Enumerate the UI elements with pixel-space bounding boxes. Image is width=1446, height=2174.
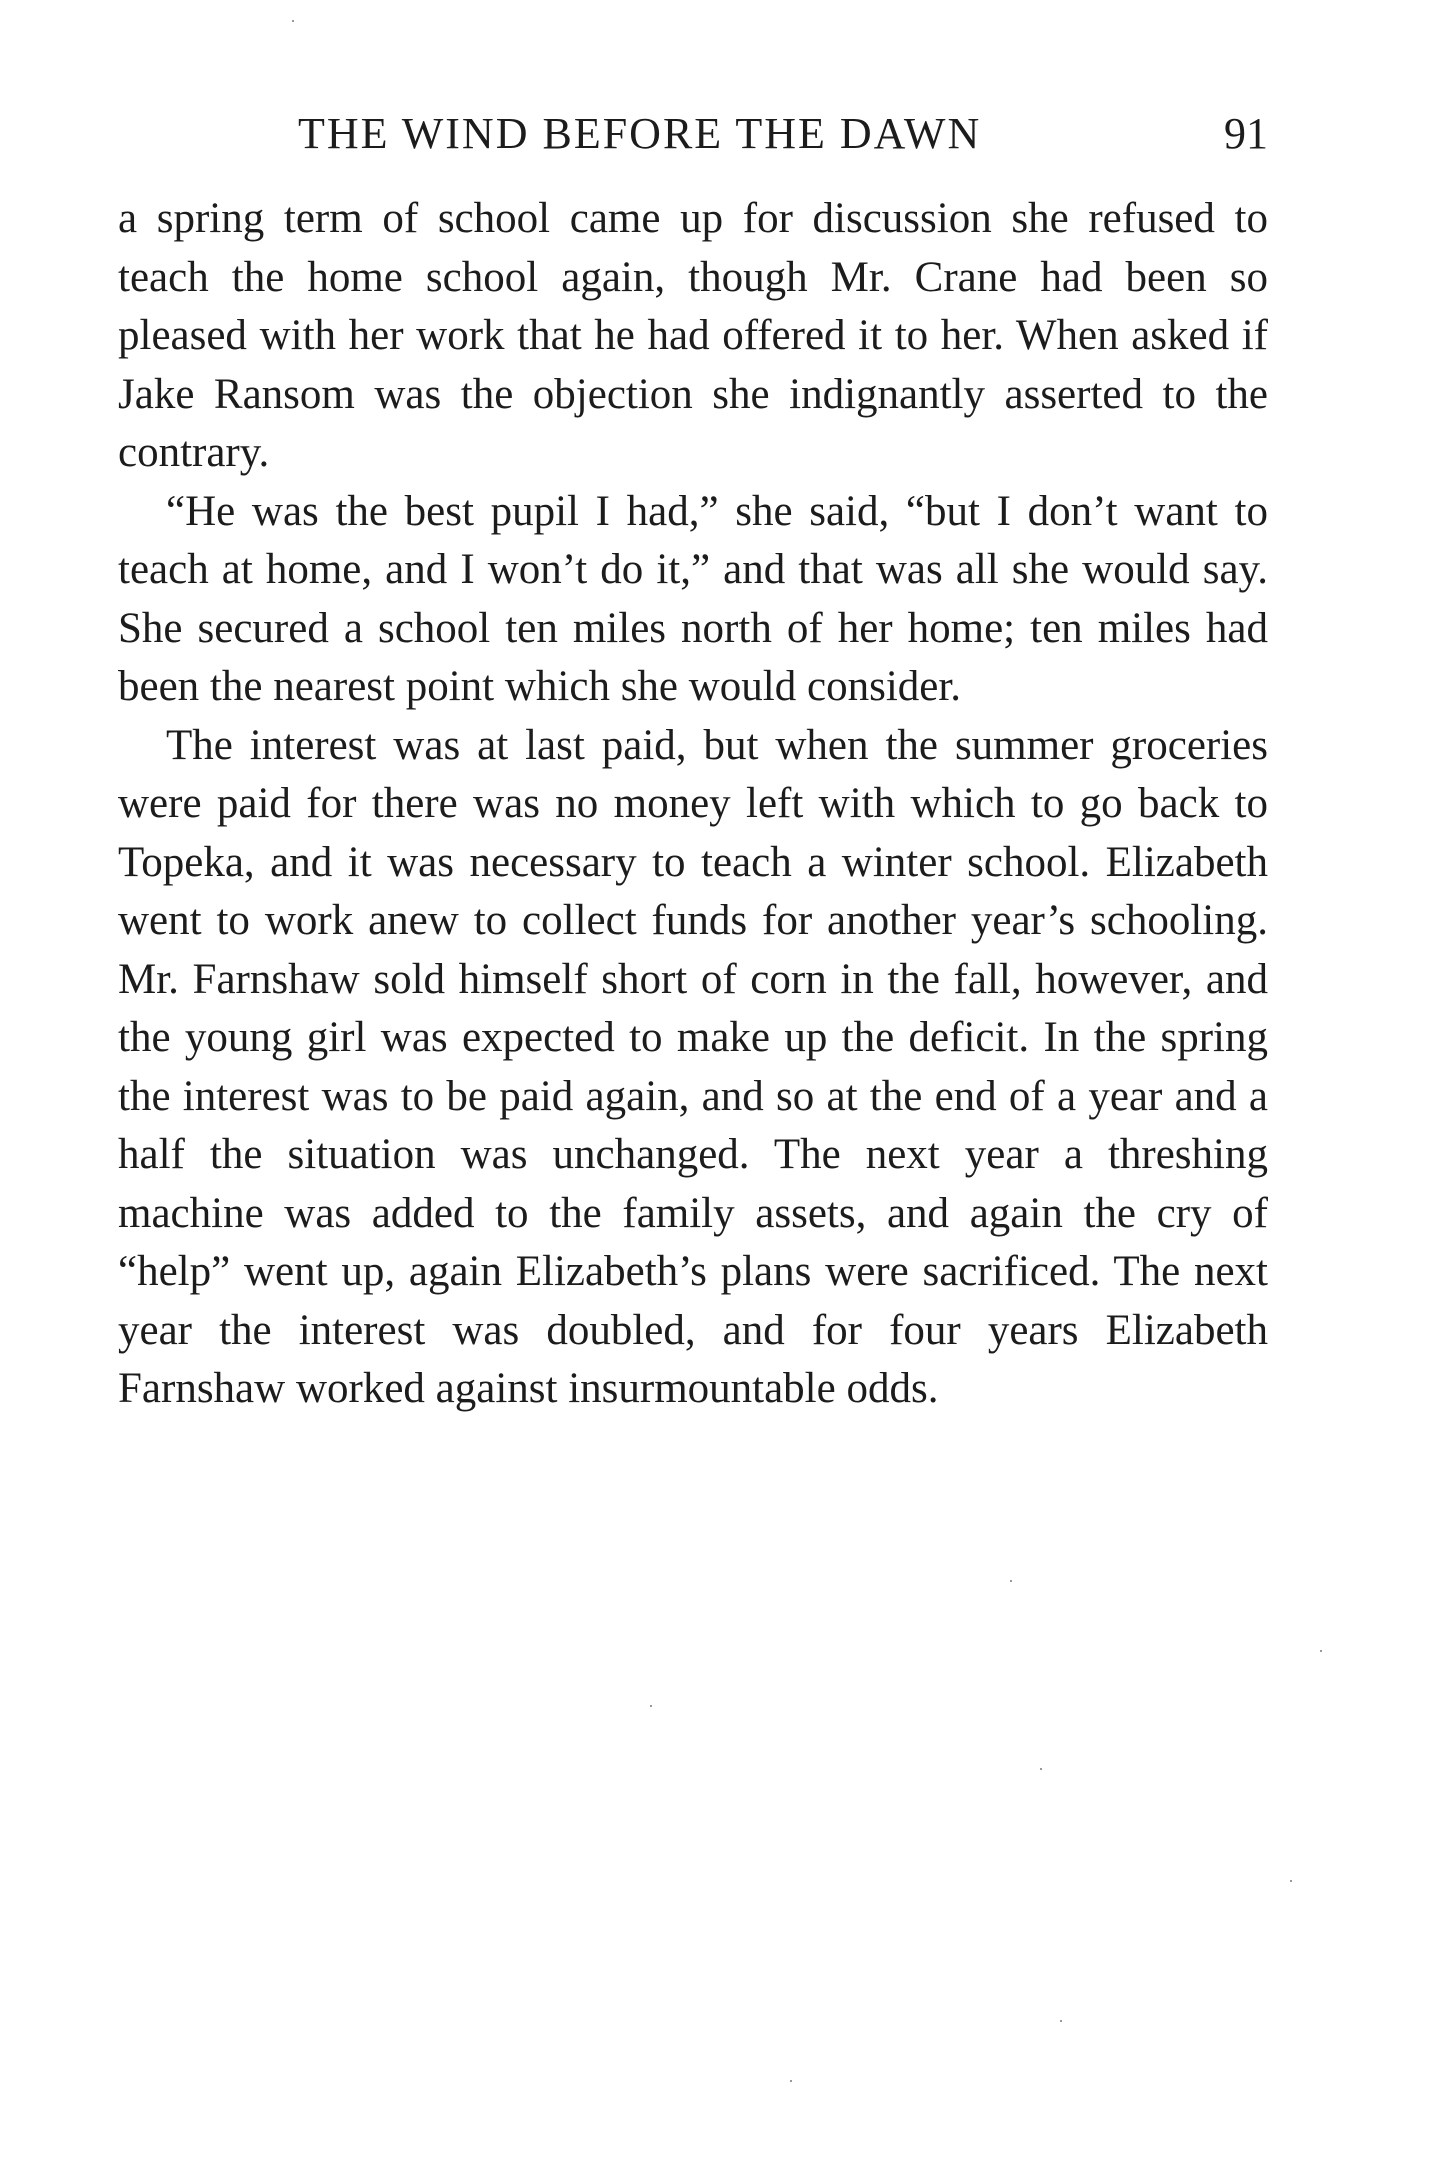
- page-number: 91: [1224, 109, 1268, 158]
- running-head: [118, 104, 1268, 164]
- running-title: THE WIND BEFORE THE DAWN: [298, 109, 982, 158]
- paragraph-dialogue: “He was the best pupil I had,” she said, “but I don’t want to teach at home, and I won’t do it,” and that was all she would say. She secured a school ten miles north of her home; ten miles had been the nearest point which she would consider.: [118, 487, 1268, 710]
- scan-speck: [292, 20, 294, 22]
- scan-speck: [1060, 2020, 1062, 2022]
- scan-speck: [650, 1705, 652, 1707]
- scan-speck: [1320, 1650, 1322, 1652]
- body-text: [118, 190, 1268, 1419]
- scan-speck: [1010, 1580, 1012, 1582]
- paragraph-continued: a spring term of school came up for discussion she refused to teach the home school again, though Mr. Crane had been so pleased with her work that he had offered it to her. When asked if Jake Ransom was the objection she indignantly asserted to the contrary.: [118, 195, 1268, 476]
- scan-speck: [1040, 1768, 1042, 1770]
- scan-speck: [1290, 1880, 1292, 1882]
- paragraph-interest: The interest was at last paid, but when the summer groceries were paid for there was no money left with which to go back to Topeka, and it was necessary to teach a winter school. Elizabeth went to work anew to collect funds for another year’s schooling. Mr. Farnshaw sold himself short of corn in the fall, however, and the young girl was expected to make up the deficit. In the spring the interest was to be paid again, and so at the end of a year and a half the situation was unchanged. The next year a threshing machine was added to the family assets, and again the cry of “help” went up, again Elizabeth’s plans were sacrificed. The next year the interest was doubled, and for four years Elizabeth Farnshaw worked against insurmountable odds.: [118, 721, 1268, 1412]
- scan-speck: [790, 2080, 792, 2082]
